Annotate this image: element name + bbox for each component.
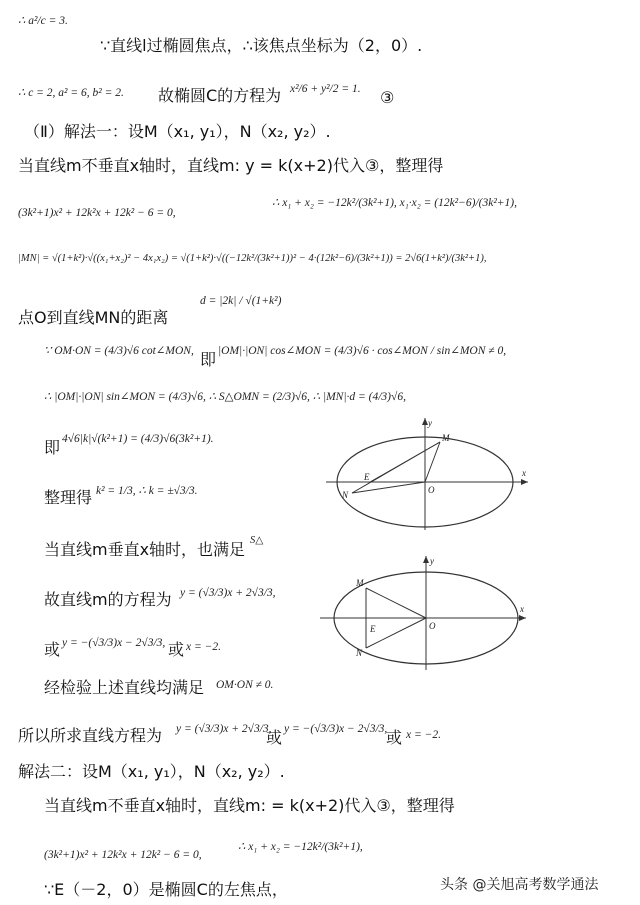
fig1-label-y: y (428, 418, 432, 428)
line-dist-label: 点O到直线MN的距离 (18, 308, 169, 327)
line-a2c: ∴ a²/c = 3. (18, 15, 68, 27)
fig2-label-n: N (356, 648, 363, 658)
ellipse-figure-1 (322, 414, 532, 532)
line-huo-1b: 或 (168, 640, 185, 659)
line-answer-eq-1: y = (√3/3)x + 2√3/3, (176, 723, 272, 735)
line-focus-note: ∵E（－2，0）是椭圆C的左焦点， (44, 880, 288, 899)
line-ellipse-eq-label: 故椭圆C的方程为 (158, 86, 282, 105)
line-answer-eq-2: y = −(√3/3)x − 2√3/3, (284, 723, 388, 735)
line-simplify-label: 整理得 (44, 488, 93, 507)
fig1-label-n: N (342, 490, 349, 500)
line-huo-1-eq: y = −(√3/3)x − 2√3/3, (62, 637, 166, 649)
line-line-m-eq: y = (√3/3)x + 2√3/3, (180, 587, 276, 599)
line-c-values: ∴ c = 2, a² = 6, b² = 2. (18, 87, 124, 99)
line-check-label: 经检验上述直线均满足 (44, 678, 205, 697)
watermark: 头条 @关旭高考数学通法 (440, 877, 599, 893)
fig1-label-x: x (522, 468, 526, 478)
line-huo-2: 或 (266, 728, 283, 747)
line-dot-product: ∵ OM·ON = (4/3)√6 cot∠MON, (44, 345, 194, 357)
line-ji-1: 即 (200, 350, 217, 369)
line-method2-quad: (3k²+1)x² + 12k²x + 12k² − 6 = 0, (44, 849, 202, 861)
line-dist-formula: d = |2k| / √(1+k²) (200, 295, 282, 307)
line-line-m-label: 故直线m的方程为 (44, 590, 172, 609)
line-huo-1: 或 (44, 640, 61, 659)
fig2-label-m: M (356, 578, 364, 588)
fig2-label-o: O (429, 621, 436, 631)
line-huo-1b-eq: x = −2. (186, 641, 221, 653)
line-part2-title: （Ⅱ）解法一：设M（x₁, y₁），N（x₂, y₂）. (24, 122, 331, 141)
fig1-label-e: E (364, 472, 370, 482)
line-method2-vieta: ∴ x₁ + x₂ = −12k²/(3k²+1), (238, 841, 363, 853)
line-ji-2: 即 (44, 438, 61, 457)
line-s-sub: S△ (250, 535, 264, 546)
line-line-through-focus: ∵直线l过椭圆焦点，∴该焦点坐标为（2，0）. (100, 36, 423, 55)
fig1-label-o: O (428, 485, 435, 495)
line-answer-label: 所以所求直线方程为 (18, 726, 163, 745)
fig2-label-y: y (430, 556, 434, 566)
line-check-eq: OM·ON ≠ 0. (216, 679, 274, 691)
fig2-label-x: x (520, 604, 524, 614)
line-mark-3: ③ (380, 88, 395, 107)
fig1-label-m: M (442, 433, 450, 443)
line-case-vertical: 当直线m垂直x轴时，也满足 (44, 540, 246, 559)
line-answer-eq-3: x = −2. (406, 729, 441, 741)
line-huo-2b: 或 (386, 728, 403, 747)
line-vieta: ∴ x₁ + x₂ = −12k²/(3k²+1), x₁·x₂ = (12k²−6)/(3k²+1), (272, 197, 517, 209)
line-ji-2-eq: 4√6|k|√(k²+1) = (4/3)√6(3k²+1). (62, 433, 214, 445)
fig2-label-e: E (370, 624, 376, 634)
line-case-not-vertical: 当直线m不垂直x轴时，直线m: y = k(x+2)代入③，整理得 (18, 156, 444, 175)
line-dot-product-2: |OM|·|ON| cos∠MON = (4/3)√6 · cos∠MON / sin∠MON ≠ 0, (218, 345, 507, 357)
line-ellipse-eq: x²/6 + y²/2 = 1. (290, 83, 361, 95)
ellipse-figure-2 (318, 552, 528, 672)
line-chord-mn: |MN| = √(1+k²)·√((x₁+x₂)² − 4x₁x₂) = √(1+k²)·√((−12k²/(3k²+1))² − 4·(12k²−6)/(3k²+1)) = 2√6(1+k²)/(3k²+1), (18, 253, 487, 264)
line-quad-eq: (3k²+1)x² + 12k²x + 12k² − 6 = 0, (18, 207, 176, 219)
line-simplify-eq: k² = 1/3, ∴ k = ±√3/3. (96, 485, 198, 497)
line-method2-title: 解法二：设M（x₁, y₁），N（x₂, y₂）. (18, 762, 285, 781)
line-area-line: ∴ |OM|·|ON| sin∠MON = (4/3)√6, ∴ S△OMN = (2/3)√6, ∴ |MN|·d = (4/3)√6, (44, 391, 406, 403)
line-method2-case: 当直线m不垂直x轴时，直线m: = k(x+2)代入③，整理得 (44, 796, 455, 815)
